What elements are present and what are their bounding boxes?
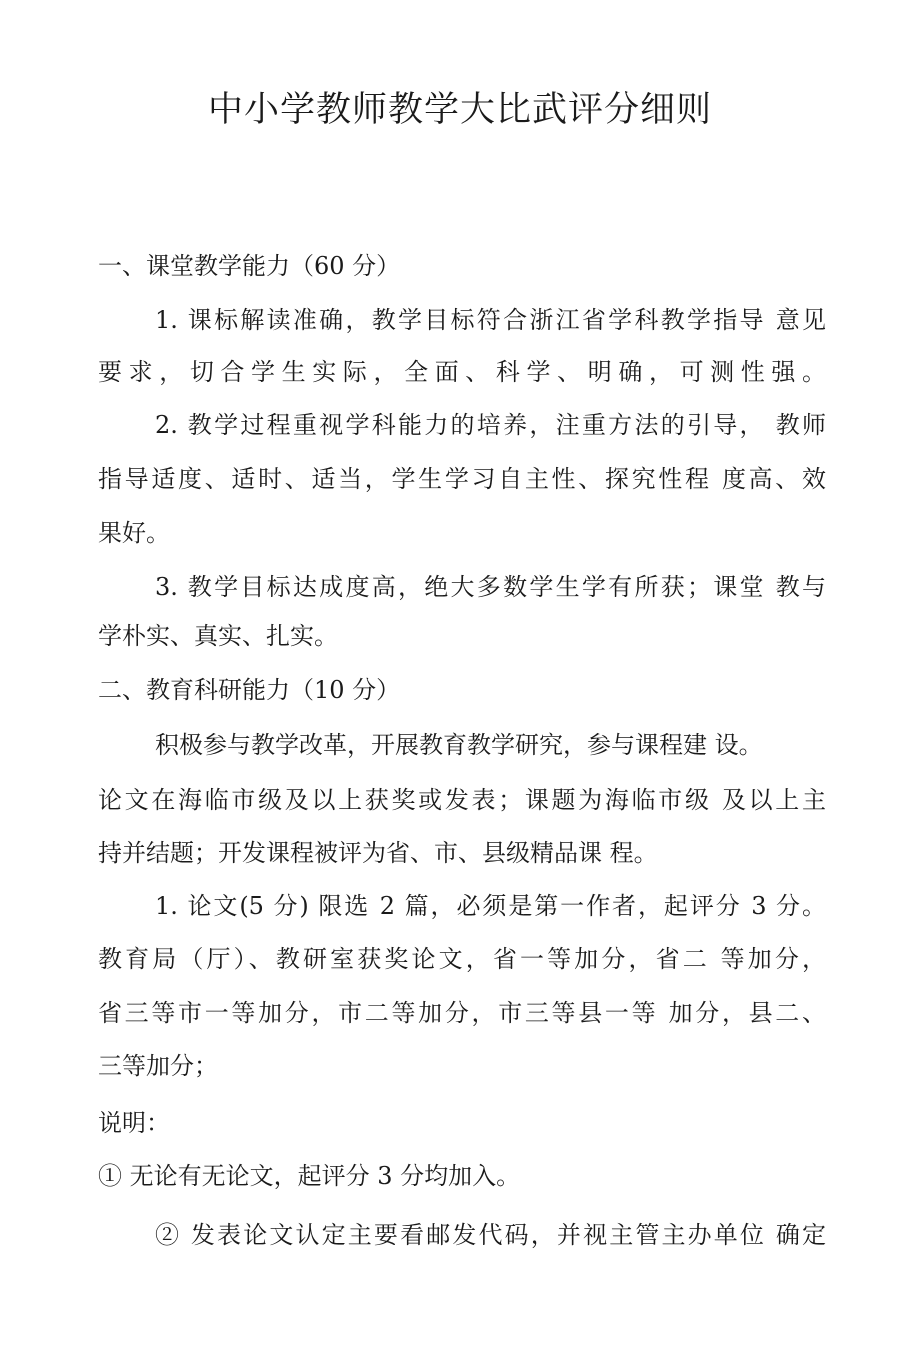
note-heading: 说明： (98, 1109, 170, 1137)
section-heading-classroom-teaching: 一、课堂教学能力（60 分） (98, 252, 401, 280)
paragraph-line: 教育局（厅）、教研室获奖论文，省一等加分，省二 等加分， (98, 945, 826, 973)
paragraph-line: 1. 课标解读准确，教学目标符合浙江省学科教学指导 意见 (155, 306, 826, 334)
paragraph-line: 省三等市一等加分，市二等加分，市三等县一等 加分，县二、 (98, 999, 826, 1027)
paragraph-line: 持并结题；开发课程被评为省、市、县级精品课 程。 (98, 839, 658, 867)
paragraph-line: 论文在海临市级及以上获奖或发表；课题为海临市级 及以上主 (98, 786, 826, 814)
paragraph-line: 果好。 (98, 519, 170, 547)
paragraph-line: 要求，切合学生实际，全面、科学、明确，可测性强。 (98, 358, 826, 386)
note-item: ② 发表论文认定主要看邮发代码，并视主管主办单位 确定 (155, 1221, 826, 1249)
note-item: ① 无论有无论文，起评分 3 分均加入。 (98, 1162, 521, 1190)
section-heading-research: 二、教育科研能力（10 分） (98, 676, 401, 704)
paragraph-line: 三等加分； (98, 1052, 218, 1080)
paragraph-line: 学朴实、真实、扎实。 (98, 622, 338, 650)
paragraph-line: 3. 教学目标达成度高，绝大多数学生学有所获；课堂 教与 (155, 573, 826, 601)
paragraph-line: 2. 教学过程重视学科能力的培养，注重方法的引导， 教师 (155, 411, 826, 439)
document-title: 中小学教师教学大比武评分细则 (207, 90, 712, 130)
paragraph-line: 积极参与教学改革，开展教育教学研究，参与课程建 设。 (155, 731, 763, 759)
paragraph-line: 1. 论文(5 分) 限选 2 篇，必须是第一作者，起评分 3 分。 (155, 892, 826, 920)
paragraph-line: 指导适度、适时、适当，学生学习自主性、探究性程 度高、效 (98, 465, 826, 493)
